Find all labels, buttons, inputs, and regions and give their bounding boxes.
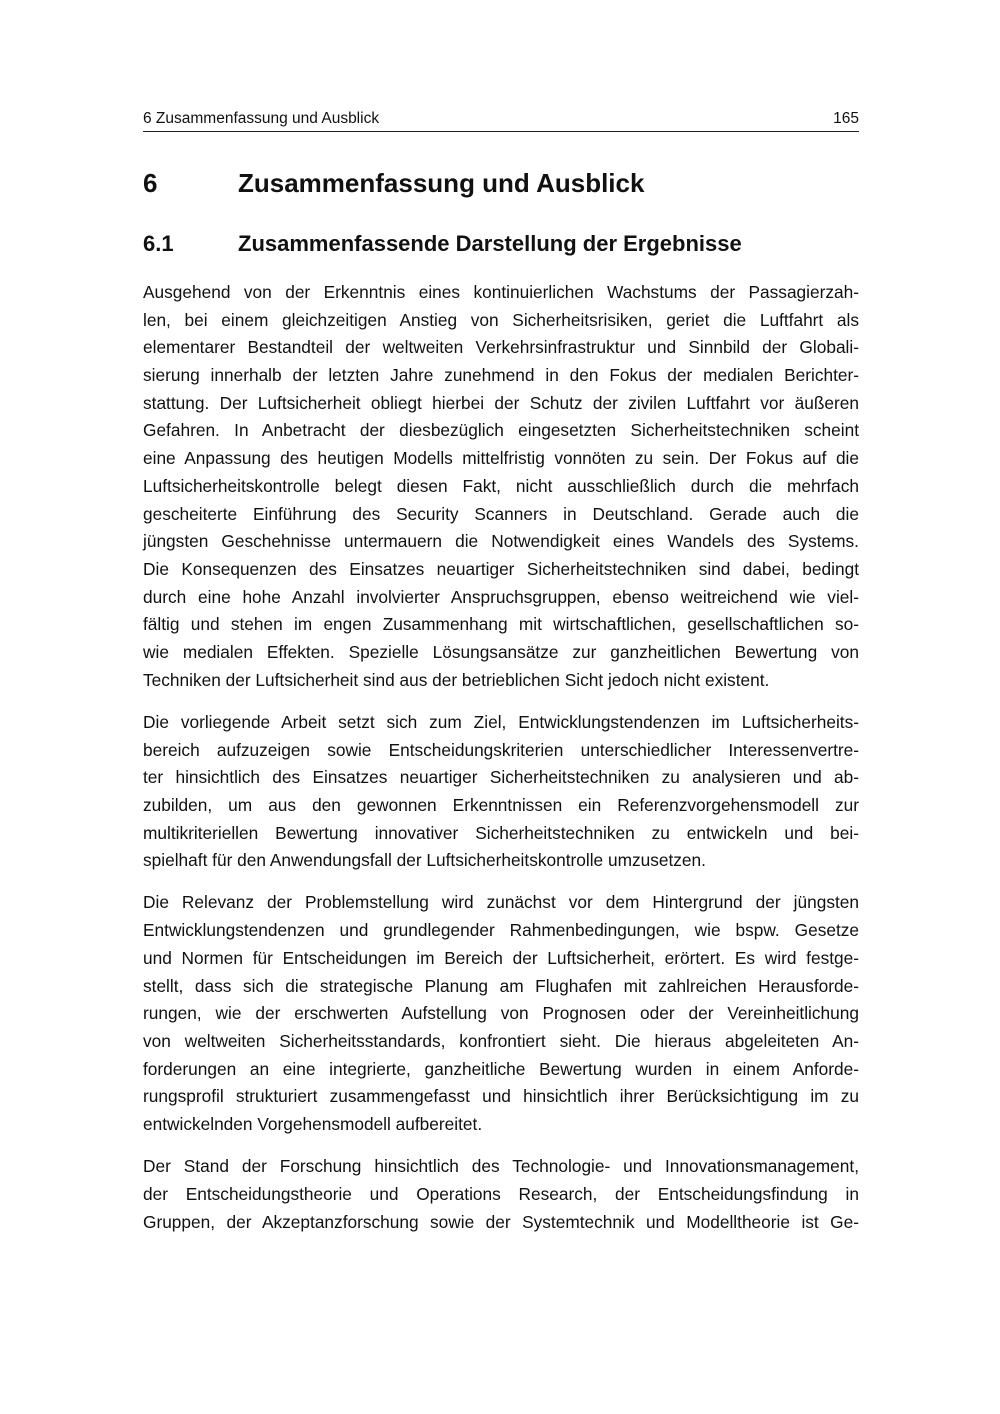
text-line: Die vorliegende Arbeit setzt sich zum Ziel, Entwicklungstendenzen im Luftsicherheits- [143,711,859,732]
chapter-title: Zusammenfassung und Ausblick [238,168,645,198]
running-header-chapter: 6 Zusammenfassung und Ausblick [143,110,380,127]
chapter-number: 6 [143,168,158,198]
text-line: ter hinsichtlich des Einsatzes neuartiger Sicherheitstechniken zu analysieren und ab- [143,767,859,788]
text-line: Die Konsequenzen des Einsatzes neuartiger Sicherheitstechniken sind dabei, bedingt [143,558,859,579]
text-line: stattung. Der Luftsicherheit obliegt hierbei der Schutz der zivilen Luftfahrt vor äußeren [143,392,859,413]
text-line: rungen, wie der erschwerten Aufstellung von Prognosen oder der Vereinheitlichung [143,1003,859,1024]
paragraph [143,889,859,1138]
text-line: Entwicklungstendenzen und grundlegender Rahmenbedingungen, wie bspw. Gesetze [143,920,859,941]
text-line: eine Anpassung des heutigen Modells mittelfristig vonnöten zu sein. Der Fokus auf die [143,448,859,469]
section-title: Zusammenfassende Darstellung der Ergebnisse [238,231,742,256]
text-line: Luftsicherheitskontrolle belegt diesen Fakt, nicht ausschließlich durch die mehrfach [143,475,859,496]
text-line: multikriteriellen Bewertung innovativer Sicherheitstechniken zu entwickeln und bei- [143,822,859,843]
page-number: 165 [833,110,859,127]
running-header [143,109,859,132]
text-line: gescheiterte Einführung des Security Scanners in Deutschland. Gerade auch die [143,503,859,524]
text-line: von weltweiten Sicherheitsstandards, konfrontiert sieht. Die hieraus abgeleiteten An- [143,1030,859,1051]
section-number: 6.1 [143,231,174,256]
paragraph [143,1153,859,1236]
text-line: der Entscheidungstheorie und Operations Research, der Entscheidungsfindung in [143,1183,859,1204]
text-line: entwickelnden Vorgehensmodell aufbereitet. [143,1113,483,1134]
text-line: durch eine hohe Anzahl involvierter Anspruchsgruppen, ebenso weitreichend wie viel- [143,586,859,607]
text-line: forderungen an eine integrierte, ganzheitliche Bewertung wurden in einem Anforde- [143,1058,859,1079]
text-line: bereich aufzuzeigen sowie Entscheidungskriterien unterschiedlicher Interessenvertre- [143,739,859,760]
text-line: fältig und stehen im engen Zusammenhang mit wirtschaftlichen, gesellschaftlichen so- [143,614,859,635]
text-line: jüngsten Geschehnisse untermauern die Notwendigkeit eines Wandels des Systems. [143,531,859,552]
text-line: len, bei einem gleichzeitigen Anstieg von Sicherheitsrisiken, geriet die Luftfahrt als [143,309,859,330]
text-line: Gefahren. In Anbetracht der diesbezüglich eingesetzten Sicherheitstechniken scheint [143,420,859,441]
text-line: Techniken der Luftsicherheit sind aus der betrieblichen Sicht jedoch nicht existent. [143,669,770,690]
text-line: Die Relevanz der Problemstellung wird zunächst vor dem Hintergrund der jüngsten [143,892,859,913]
text-line: zubilden, um aus den gewonnen Erkenntnissen ein Referenzvorgehensmodell zur [143,794,859,815]
text-line: spielhaft für den Anwendungsfall der Luftsicherheitskontrolle umzusetzen. [143,850,706,871]
text-line: sierung innerhalb der letzten Jahre zunehmend in den Fokus der medialen Berichter- [143,365,859,386]
text-line: rungsprofil strukturiert zusammengefasst und hinsichtlich ihrer Berücksichtigung im zu [143,1086,859,1107]
text-line: Gruppen, der Akzeptanzforschung sowie der Systemtechnik und Modelltheorie ist Ge- [143,1211,859,1232]
body-text [143,279,859,1251]
text-line: elementarer Bestandteil der weltweiten Verkehrsinfrastruktur und Sinnbild der Globali- [143,337,859,358]
paragraph [143,709,859,875]
text-line: wie medialen Effekten. Spezielle Lösungsansätze zur ganzheitlichen Bewertung von [143,641,859,662]
paragraph [143,279,859,694]
text-line: Ausgehend von der Erkenntnis eines kontinuierlichen Wachstums der Passagierzah- [143,282,859,302]
text-line: stellt, dass sich die strategische Planung am Flughafen mit zahlreichen Herausforde- [143,975,859,996]
text-line: Der Stand der Forschung hinsichtlich des Technologie- und Innovationsmanagement, [143,1156,859,1177]
text-line: und Normen für Entscheidungen im Bereich der Luftsicherheit, erörtert. Es wird festge- [143,947,859,968]
